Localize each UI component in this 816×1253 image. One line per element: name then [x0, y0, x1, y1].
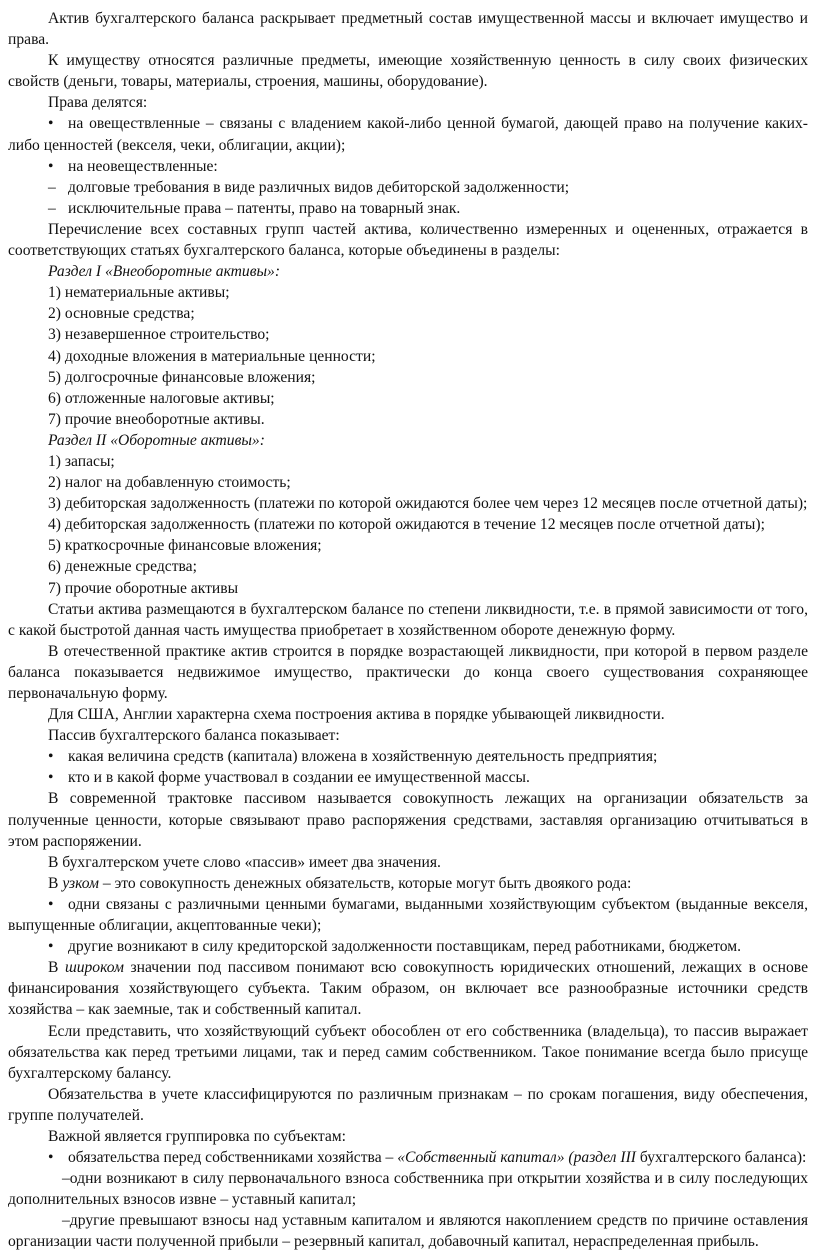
- paragraph: В узком – это совокупность денежных обязательств, которые могут быть двоякого рода:: [48, 874, 632, 892]
- bullet-item: • обязательства перед собственниками хозяйства – «Собственный капитал» (раздел III бухгалтерского баланса):: [8, 1147, 808, 1168]
- paragraph: В бухгалтерском учете слово «пассив» имеет два значения.: [48, 853, 441, 871]
- section-heading: Раздел I «Внеоборотные активы»:: [48, 263, 281, 281]
- bullet-item: • на неовеществленные:: [8, 156, 808, 177]
- bullet-item: • одни связаны с различными ценными бумагами, выданными хозяйствующим субъектом (выданные векселя, выпущенные облигации, акцептованные чеки);: [8, 895, 808, 935]
- section-heading: Раздел II «Оборотные активы»:: [48, 431, 265, 449]
- bullet-icon: •: [48, 748, 54, 766]
- paragraph: Статьи актива размещаются в бухгалтерском балансе по степени ликвидности, т.е. в прямой зависимости от того, с какой быстротой данная часть имущества приобретает в хозяйственном обороте денежную форму.: [8, 600, 808, 639]
- list-item: 6) денежные средства;: [48, 558, 197, 576]
- list-item: 5) краткосрочные финансовые вложения;: [48, 537, 322, 555]
- list-item: 3) дебиторская задолженность (платежи по которой ожидаются более чем через 12 месяцев после отчетной даты);: [48, 495, 808, 513]
- dash-icon: –: [62, 1170, 70, 1188]
- list-item: 7) прочие внеоборотные активы.: [48, 410, 265, 428]
- list-item: 2) налог на добавленную стоимость;: [48, 474, 291, 492]
- paragraph: Если представить, что хозяйствующий субъект обособлен от его собственника (владельца), то пассив выражает обязательства как перед третьими лицами, так и перед самим собственником. Такое понимание всегда было присуще бухгалтерскому балансу.: [8, 1022, 808, 1082]
- paragraph: Права делятся:: [48, 94, 148, 112]
- emphasis: узком: [62, 874, 99, 892]
- paragraph: Пассив бухгалтерского баланса показывает:: [48, 727, 340, 745]
- list-item: 4) доходные вложения в материальные ценности;: [48, 347, 376, 365]
- paragraph: Перечисление всех составных групп частей актива, количественно измеренных и оцененных, отражается в соответствующих статьях бухгалтерского баланса, которые объединены в разделы:: [8, 220, 808, 260]
- paragraph: Важной является группировка по субъектам:: [48, 1127, 346, 1145]
- list-item: 7) прочие оборотные активы: [48, 579, 239, 597]
- list-item: 6) отложенные налоговые активы;: [48, 389, 275, 407]
- dash-item: –одни возникают в силу первоначального взноса собственника при открытии хозяйства и в силу последующих дополнительных взносов извне – уставный капитал;: [8, 1170, 808, 1209]
- bullet-icon: •: [48, 115, 54, 133]
- bullet-icon: •: [48, 895, 54, 913]
- paragraph: Актив бухгалтерского баланса раскрывает предметный состав имущественной массы и включает имущество и права.: [8, 10, 808, 49]
- dash-icon: –: [48, 178, 56, 196]
- paragraph: В широком значении под пассивом понимают всю совокупность юридических отношений, лежащих в основе финансирования хозяйствующего субъекта. Таким образом, он включает все разнообразные источники средств хозяйства – как заемные, так и собственный капитал.: [8, 959, 808, 1019]
- paragraph: В отечественной практике актив строится в порядке возрастающей ликвидности, при которой в первом разделе баланса показывается недвижимое имущество, практически до конца своего существования сохраняющее первоначальную форму.: [8, 642, 808, 702]
- bullet-item: • другие возникают в силу кредиторской задолженности поставщикам, перед работниками, бюджетом.: [8, 936, 808, 957]
- list-item: 1) нематериальные активы;: [48, 284, 230, 302]
- dash-icon: –: [48, 199, 56, 217]
- bullet-icon: •: [48, 157, 54, 175]
- dash-icon: –: [62, 1212, 70, 1230]
- emphasis: широком: [64, 959, 124, 977]
- bullet-item: • на овеществленные – связаны с владением какой-либо ценной бумагой, дающей право на получение каких-либо ценностей (векселя, чеки, облигации, акции);: [8, 115, 808, 154]
- list-item: 5) долгосрочные финансовые вложения;: [48, 368, 316, 386]
- dash-item: – долговые требования в виде различных видов дебиторской задолженности;: [8, 177, 808, 198]
- list-item: 2) основные средства;: [48, 305, 195, 323]
- paragraph: Для США, Англии характерна схема построения актива в порядке убывающей ликвидности.: [48, 706, 665, 724]
- bullet-icon: •: [48, 769, 54, 787]
- bullet-item: • кто и в какой форме участвовал в создании ее имущественной массы.: [8, 767, 808, 788]
- list-item: 3) незавершенное строительство;: [48, 326, 270, 344]
- paragraph: К имуществу относятся различные предметы, имеющие хозяйственную ценность в силу своих физических свойств (деньги, товары, материалы, строения, машины, оборудование).: [8, 52, 808, 91]
- list-item: 1) запасы;: [48, 452, 115, 470]
- emphasis: «Собственный капитал» (раздел III: [397, 1149, 636, 1167]
- dash-item: – исключительные права – патенты, право на товарный знак.: [8, 198, 808, 219]
- dash-item: –другие превышают взносы над уставным капиталом и являются накоплением средств по причине оставления организации части полученной прибыли – резервный капитал, добавочный капитал, нераспределенная прибыль.: [8, 1212, 808, 1251]
- bullet-icon: •: [48, 938, 54, 956]
- bullet-icon: •: [48, 1149, 54, 1167]
- bullet-item: • какая величина средств (капитала) вложена в хозяйственную деятельность предприятия;: [8, 746, 808, 767]
- paragraph: Обязательства в учете классифицируются по различным признакам – по срокам погашения, виду обеспечения, группе получателей.: [8, 1085, 808, 1124]
- list-item: 4) дебиторская задолженность (платежи по которой ожидаются в течение 12 месяцев после отчетной даты);: [48, 516, 765, 534]
- paragraph: В современной трактовке пассивом называется совокупность лежащих на организации обязательств за полученные ценности, которые связывают право распоряжения средствами, заставляя организацию отчитываться в этом распоряжении.: [8, 790, 808, 850]
